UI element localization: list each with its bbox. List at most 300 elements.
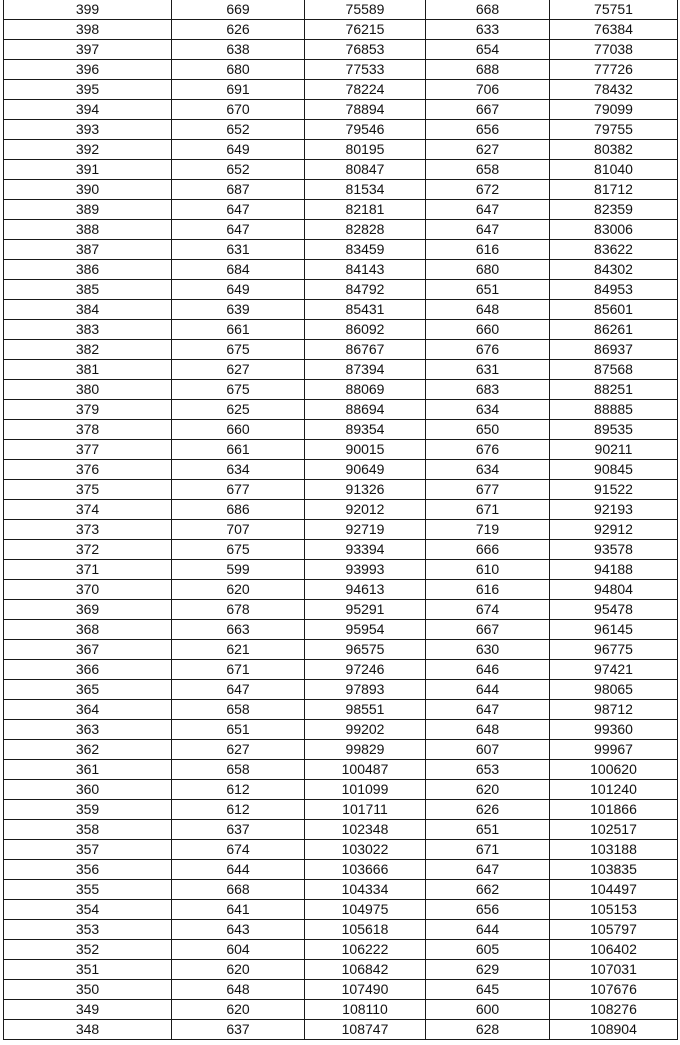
cumulative-b-cell: 107031 — [550, 960, 678, 980]
cumulative-a-cell: 76853 — [305, 40, 426, 60]
table-row — [4, 420, 678, 440]
table-row — [4, 640, 678, 660]
cumulative-a-cell: 106222 — [305, 940, 426, 960]
score-cell: 376 — [4, 460, 172, 480]
count-b-cell: 676 — [426, 340, 550, 360]
count-a-cell: 670 — [172, 100, 305, 120]
count-a-cell: 637 — [172, 820, 305, 840]
count-a-cell: 674 — [172, 840, 305, 860]
count-b-cell: 688 — [426, 60, 550, 80]
cumulative-b-cell: 92193 — [550, 500, 678, 520]
table-row — [4, 0, 678, 20]
cumulative-b-cell: 103188 — [550, 840, 678, 860]
count-a-cell: 652 — [172, 160, 305, 180]
score-cell: 364 — [4, 700, 172, 720]
table-row — [4, 60, 678, 80]
count-a-cell: 644 — [172, 860, 305, 880]
count-a-cell: 671 — [172, 660, 305, 680]
cumulative-a-cell: 89354 — [305, 420, 426, 440]
score-cell: 359 — [4, 800, 172, 820]
cumulative-b-cell: 91522 — [550, 480, 678, 500]
table-row — [4, 500, 678, 520]
count-a-cell: 634 — [172, 460, 305, 480]
count-a-cell: 675 — [172, 540, 305, 560]
count-b-cell: 610 — [426, 560, 550, 580]
score-cell: 372 — [4, 540, 172, 560]
count-b-cell: 646 — [426, 660, 550, 680]
cumulative-a-cell: 101099 — [305, 780, 426, 800]
cumulative-a-cell: 92012 — [305, 500, 426, 520]
cumulative-b-cell: 93578 — [550, 540, 678, 560]
table-row — [4, 20, 678, 40]
table-row — [4, 540, 678, 560]
count-a-cell: 661 — [172, 440, 305, 460]
cumulative-a-cell: 92719 — [305, 520, 426, 540]
cumulative-b-cell: 94188 — [550, 560, 678, 580]
cumulative-b-cell: 85601 — [550, 300, 678, 320]
count-a-cell: 668 — [172, 880, 305, 900]
cumulative-b-cell: 83622 — [550, 240, 678, 260]
cumulative-a-cell: 84792 — [305, 280, 426, 300]
cumulative-a-cell: 81534 — [305, 180, 426, 200]
count-a-cell: 621 — [172, 640, 305, 660]
cumulative-b-cell: 84302 — [550, 260, 678, 280]
count-b-cell: 677 — [426, 480, 550, 500]
cumulative-b-cell: 98712 — [550, 700, 678, 720]
cumulative-b-cell: 78432 — [550, 80, 678, 100]
count-a-cell: 649 — [172, 140, 305, 160]
count-b-cell: 647 — [426, 220, 550, 240]
cumulative-a-cell: 79546 — [305, 120, 426, 140]
count-a-cell: 626 — [172, 20, 305, 40]
score-cell: 353 — [4, 920, 172, 940]
count-a-cell: 684 — [172, 260, 305, 280]
cumulative-b-cell: 79755 — [550, 120, 678, 140]
cumulative-a-cell: 93993 — [305, 560, 426, 580]
count-b-cell: 616 — [426, 240, 550, 260]
count-b-cell: 668 — [426, 0, 550, 20]
table-row — [4, 860, 678, 880]
score-cell: 369 — [4, 600, 172, 620]
count-b-cell: 647 — [426, 200, 550, 220]
score-cell: 352 — [4, 940, 172, 960]
cumulative-a-cell: 98551 — [305, 700, 426, 720]
score-cell: 355 — [4, 880, 172, 900]
table-row — [4, 720, 678, 740]
count-b-cell: 633 — [426, 20, 550, 40]
count-b-cell: 667 — [426, 620, 550, 640]
count-b-cell: 629 — [426, 960, 550, 980]
count-b-cell: 656 — [426, 120, 550, 140]
count-b-cell: 648 — [426, 720, 550, 740]
cumulative-a-cell: 102348 — [305, 820, 426, 840]
score-cell: 356 — [4, 860, 172, 880]
table-row — [4, 400, 678, 420]
cumulative-b-cell: 92912 — [550, 520, 678, 540]
table-row — [4, 240, 678, 260]
score-cell: 361 — [4, 760, 172, 780]
table-row — [4, 880, 678, 900]
cumulative-a-cell: 78894 — [305, 100, 426, 120]
score-cell: 399 — [4, 0, 172, 20]
count-b-cell: 651 — [426, 820, 550, 840]
count-b-cell: 656 — [426, 900, 550, 920]
cumulative-b-cell: 89535 — [550, 420, 678, 440]
count-b-cell: 644 — [426, 680, 550, 700]
cumulative-a-cell: 85431 — [305, 300, 426, 320]
score-cell: 392 — [4, 140, 172, 160]
score-cell: 367 — [4, 640, 172, 660]
count-b-cell: 631 — [426, 360, 550, 380]
table-row — [4, 580, 678, 600]
count-b-cell: 676 — [426, 440, 550, 460]
cumulative-b-cell: 87568 — [550, 360, 678, 380]
count-b-cell: 628 — [426, 1020, 550, 1040]
table-row — [4, 920, 678, 940]
count-a-cell: 627 — [172, 740, 305, 760]
table-row — [4, 620, 678, 640]
cumulative-a-cell: 95954 — [305, 620, 426, 640]
score-cell: 379 — [4, 400, 172, 420]
count-a-cell: 661 — [172, 320, 305, 340]
count-b-cell: 607 — [426, 740, 550, 760]
cumulative-b-cell: 103835 — [550, 860, 678, 880]
count-b-cell: 680 — [426, 260, 550, 280]
table-row — [4, 80, 678, 100]
score-cell: 371 — [4, 560, 172, 580]
count-b-cell: 651 — [426, 280, 550, 300]
count-a-cell: 652 — [172, 120, 305, 140]
cumulative-b-cell: 90211 — [550, 440, 678, 460]
cumulative-a-cell: 97893 — [305, 680, 426, 700]
cumulative-a-cell: 103022 — [305, 840, 426, 860]
count-a-cell: 687 — [172, 180, 305, 200]
count-b-cell: 605 — [426, 940, 550, 960]
cumulative-a-cell: 90015 — [305, 440, 426, 460]
score-cell: 370 — [4, 580, 172, 600]
table-row — [4, 120, 678, 140]
cumulative-b-cell: 106402 — [550, 940, 678, 960]
cumulative-b-cell: 79099 — [550, 100, 678, 120]
count-a-cell: 648 — [172, 980, 305, 1000]
table-row — [4, 380, 678, 400]
table-body — [4, 0, 678, 1040]
cumulative-b-cell: 101866 — [550, 800, 678, 820]
count-b-cell: 626 — [426, 800, 550, 820]
table-row — [4, 820, 678, 840]
table-row — [4, 1000, 678, 1020]
cumulative-a-cell: 86767 — [305, 340, 426, 360]
count-b-cell: 671 — [426, 500, 550, 520]
score-cell: 382 — [4, 340, 172, 360]
cumulative-b-cell: 77726 — [550, 60, 678, 80]
cumulative-a-cell: 86092 — [305, 320, 426, 340]
count-b-cell: 645 — [426, 980, 550, 1000]
score-cell: 393 — [4, 120, 172, 140]
table-row — [4, 980, 678, 1000]
table-row — [4, 480, 678, 500]
cumulative-b-cell: 88885 — [550, 400, 678, 420]
score-cell: 395 — [4, 80, 172, 100]
table-row — [4, 660, 678, 680]
table-row — [4, 700, 678, 720]
score-cell: 350 — [4, 980, 172, 1000]
table-row — [4, 680, 678, 700]
cumulative-a-cell: 88694 — [305, 400, 426, 420]
count-a-cell: 620 — [172, 580, 305, 600]
cumulative-b-cell: 98065 — [550, 680, 678, 700]
table-row — [4, 360, 678, 380]
table-row — [4, 180, 678, 200]
cumulative-a-cell: 108110 — [305, 1000, 426, 1020]
cumulative-a-cell: 106842 — [305, 960, 426, 980]
count-a-cell: 678 — [172, 600, 305, 620]
table-row — [4, 40, 678, 60]
cumulative-b-cell: 100620 — [550, 760, 678, 780]
score-cell: 397 — [4, 40, 172, 60]
count-b-cell: 634 — [426, 400, 550, 420]
cumulative-b-cell: 99360 — [550, 720, 678, 740]
table-row — [4, 280, 678, 300]
score-cell: 394 — [4, 100, 172, 120]
cumulative-a-cell: 97246 — [305, 660, 426, 680]
table-row — [4, 780, 678, 800]
count-a-cell: 660 — [172, 420, 305, 440]
cumulative-a-cell: 77533 — [305, 60, 426, 80]
score-cell: 398 — [4, 20, 172, 40]
score-cell: 388 — [4, 220, 172, 240]
table-row — [4, 1020, 678, 1040]
cumulative-b-cell: 96775 — [550, 640, 678, 660]
count-a-cell: 620 — [172, 1000, 305, 1020]
cumulative-b-cell: 75751 — [550, 0, 678, 20]
score-cell: 365 — [4, 680, 172, 700]
count-b-cell: 671 — [426, 840, 550, 860]
cumulative-a-cell: 103666 — [305, 860, 426, 880]
count-b-cell: 654 — [426, 40, 550, 60]
score-cell: 384 — [4, 300, 172, 320]
count-a-cell: 658 — [172, 700, 305, 720]
score-cell: 349 — [4, 1000, 172, 1020]
cumulative-b-cell: 97421 — [550, 660, 678, 680]
cumulative-b-cell: 90845 — [550, 460, 678, 480]
cumulative-b-cell: 107676 — [550, 980, 678, 1000]
score-cell: 389 — [4, 200, 172, 220]
table-row — [4, 260, 678, 280]
count-b-cell: 648 — [426, 300, 550, 320]
count-b-cell: 647 — [426, 860, 550, 880]
table-row — [4, 160, 678, 180]
count-b-cell: 674 — [426, 600, 550, 620]
cumulative-a-cell: 95291 — [305, 600, 426, 620]
count-b-cell: 706 — [426, 80, 550, 100]
score-cell: 363 — [4, 720, 172, 740]
cumulative-a-cell: 100487 — [305, 760, 426, 780]
score-cell: 351 — [4, 960, 172, 980]
table-row — [4, 460, 678, 480]
count-b-cell: 672 — [426, 180, 550, 200]
count-a-cell: 651 — [172, 720, 305, 740]
cumulative-a-cell: 99202 — [305, 720, 426, 740]
cumulative-b-cell: 94804 — [550, 580, 678, 600]
count-a-cell: 612 — [172, 780, 305, 800]
count-a-cell: 627 — [172, 360, 305, 380]
table-row — [4, 740, 678, 760]
count-b-cell: 666 — [426, 540, 550, 560]
cumulative-b-cell: 86937 — [550, 340, 678, 360]
cumulative-b-cell: 83006 — [550, 220, 678, 240]
count-b-cell: 667 — [426, 100, 550, 120]
count-a-cell: 647 — [172, 200, 305, 220]
cumulative-b-cell: 82359 — [550, 200, 678, 220]
cumulative-a-cell: 83459 — [305, 240, 426, 260]
count-a-cell: 663 — [172, 620, 305, 640]
table-row — [4, 300, 678, 320]
table-row — [4, 200, 678, 220]
cumulative-b-cell: 86261 — [550, 320, 678, 340]
cumulative-b-cell: 96145 — [550, 620, 678, 640]
count-b-cell: 650 — [426, 420, 550, 440]
cumulative-a-cell: 99829 — [305, 740, 426, 760]
score-cell: 396 — [4, 60, 172, 80]
cumulative-a-cell: 107490 — [305, 980, 426, 1000]
count-b-cell: 719 — [426, 520, 550, 540]
cumulative-b-cell: 102517 — [550, 820, 678, 840]
table-row — [4, 340, 678, 360]
cumulative-a-cell: 88069 — [305, 380, 426, 400]
score-cell: 375 — [4, 480, 172, 500]
count-a-cell: 686 — [172, 500, 305, 520]
cumulative-b-cell: 80382 — [550, 140, 678, 160]
cumulative-a-cell: 84143 — [305, 260, 426, 280]
cumulative-b-cell: 105797 — [550, 920, 678, 940]
cumulative-b-cell: 104497 — [550, 880, 678, 900]
cumulative-b-cell: 81040 — [550, 160, 678, 180]
cumulative-b-cell: 88251 — [550, 380, 678, 400]
score-distribution-table — [3, 0, 678, 1040]
count-a-cell: 637 — [172, 1020, 305, 1040]
cumulative-a-cell: 78224 — [305, 80, 426, 100]
count-a-cell: 599 — [172, 560, 305, 580]
score-cell: 366 — [4, 660, 172, 680]
score-cell: 360 — [4, 780, 172, 800]
count-a-cell: 612 — [172, 800, 305, 820]
cumulative-a-cell: 91326 — [305, 480, 426, 500]
cumulative-b-cell: 108276 — [550, 1000, 678, 1020]
cumulative-a-cell: 104334 — [305, 880, 426, 900]
count-a-cell: 675 — [172, 340, 305, 360]
score-cell: 390 — [4, 180, 172, 200]
cumulative-a-cell: 104975 — [305, 900, 426, 920]
table-row — [4, 220, 678, 240]
score-cell: 362 — [4, 740, 172, 760]
table-row — [4, 320, 678, 340]
count-a-cell: 649 — [172, 280, 305, 300]
score-cell: 381 — [4, 360, 172, 380]
score-cell: 354 — [4, 900, 172, 920]
table-row — [4, 100, 678, 120]
count-b-cell: 620 — [426, 780, 550, 800]
count-a-cell: 669 — [172, 0, 305, 20]
count-a-cell: 680 — [172, 60, 305, 80]
cumulative-b-cell: 76384 — [550, 20, 678, 40]
score-cell: 373 — [4, 520, 172, 540]
score-cell: 385 — [4, 280, 172, 300]
cumulative-b-cell: 108904 — [550, 1020, 678, 1040]
table-row — [4, 900, 678, 920]
count-b-cell: 683 — [426, 380, 550, 400]
table-row — [4, 940, 678, 960]
table-row — [4, 140, 678, 160]
table-row — [4, 440, 678, 460]
cumulative-b-cell: 81712 — [550, 180, 678, 200]
cumulative-a-cell: 94613 — [305, 580, 426, 600]
count-b-cell: 644 — [426, 920, 550, 940]
count-a-cell: 638 — [172, 40, 305, 60]
score-cell: 378 — [4, 420, 172, 440]
cumulative-b-cell: 99967 — [550, 740, 678, 760]
count-a-cell: 620 — [172, 960, 305, 980]
cumulative-a-cell: 82181 — [305, 200, 426, 220]
cumulative-b-cell: 101240 — [550, 780, 678, 800]
table-row — [4, 560, 678, 580]
cumulative-b-cell: 95478 — [550, 600, 678, 620]
score-cell: 348 — [4, 1020, 172, 1040]
table-row — [4, 520, 678, 540]
table-row — [4, 600, 678, 620]
count-a-cell: 641 — [172, 900, 305, 920]
count-b-cell: 658 — [426, 160, 550, 180]
cumulative-a-cell: 101711 — [305, 800, 426, 820]
score-cell: 358 — [4, 820, 172, 840]
cumulative-b-cell: 77038 — [550, 40, 678, 60]
count-a-cell: 647 — [172, 220, 305, 240]
count-b-cell: 630 — [426, 640, 550, 660]
score-cell: 377 — [4, 440, 172, 460]
count-a-cell: 604 — [172, 940, 305, 960]
count-b-cell: 647 — [426, 700, 550, 720]
score-cell: 387 — [4, 240, 172, 260]
count-a-cell: 658 — [172, 760, 305, 780]
cumulative-a-cell: 108747 — [305, 1020, 426, 1040]
count-b-cell: 616 — [426, 580, 550, 600]
table-row — [4, 800, 678, 820]
cumulative-b-cell: 105153 — [550, 900, 678, 920]
count-a-cell: 691 — [172, 80, 305, 100]
score-cell: 357 — [4, 840, 172, 860]
cumulative-a-cell: 90649 — [305, 460, 426, 480]
score-cell: 391 — [4, 160, 172, 180]
count-a-cell: 707 — [172, 520, 305, 540]
count-a-cell: 647 — [172, 680, 305, 700]
count-a-cell: 639 — [172, 300, 305, 320]
cumulative-a-cell: 82828 — [305, 220, 426, 240]
score-cell: 380 — [4, 380, 172, 400]
cumulative-a-cell: 75589 — [305, 0, 426, 20]
table-row — [4, 760, 678, 780]
cumulative-a-cell: 93394 — [305, 540, 426, 560]
count-b-cell: 634 — [426, 460, 550, 480]
table-row — [4, 840, 678, 860]
cumulative-a-cell: 96575 — [305, 640, 426, 660]
count-b-cell: 600 — [426, 1000, 550, 1020]
count-a-cell: 643 — [172, 920, 305, 940]
count-a-cell: 675 — [172, 380, 305, 400]
score-cell: 374 — [4, 500, 172, 520]
score-cell: 368 — [4, 620, 172, 640]
score-cell: 386 — [4, 260, 172, 280]
table-row — [4, 960, 678, 980]
